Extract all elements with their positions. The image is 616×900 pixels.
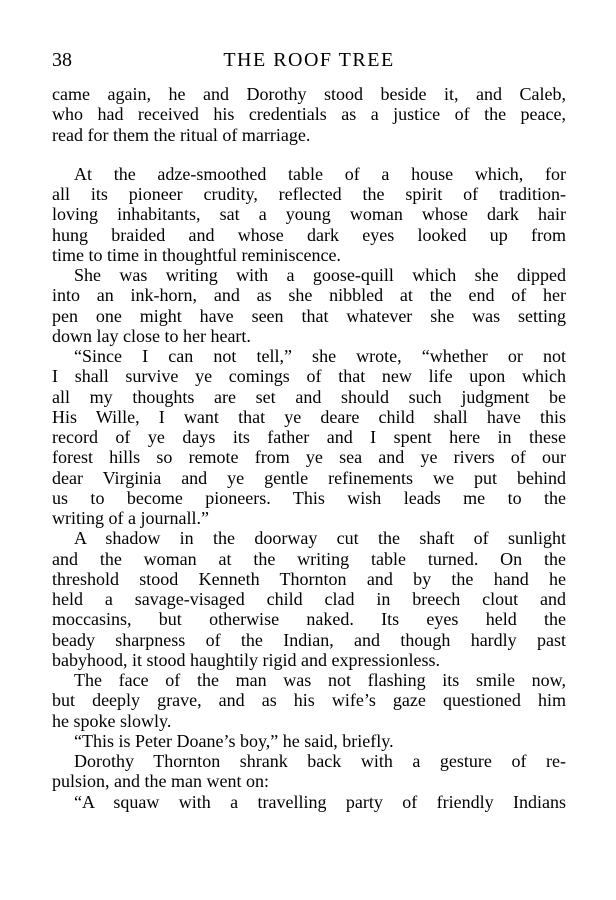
text-line: record of ye days its father and I spent here in these xyxy=(52,427,566,447)
text-line: us to become pioneers. This wish leads me to the xyxy=(52,487,566,508)
paragraph xyxy=(52,751,566,792)
text-line: who had received his credentials as a justice of the peace, xyxy=(52,104,566,125)
text-line: but deeply grave, and as his wife’s gaze questioned him xyxy=(52,690,566,711)
text-line: threshold stood Kenneth Thornton and by the hand he xyxy=(52,568,566,589)
paragraph xyxy=(52,528,566,670)
text-line: read for them the ritual of marriage. xyxy=(52,124,311,145)
text-line: loving inhabitants, sat a young woman whose dark hair xyxy=(52,204,566,225)
text-line: into an ink-horn, and as she nibbled at the end of her xyxy=(52,285,566,306)
text-line: came again, he and Dorothy stood beside it, and Caleb, xyxy=(52,84,566,104)
text-line: She was writing with a goose-quill which she dipped xyxy=(74,265,566,285)
text-line: all my thoughts are set and should such judgment be xyxy=(52,386,566,407)
text-line: babyhood, it stood haughtily rigid and expressionless. xyxy=(52,649,440,670)
paragraph xyxy=(52,346,566,528)
text-line: time to time in thoughtful reminiscence. xyxy=(52,244,341,265)
text-line: His Wille, I want that ye deare child shall have this xyxy=(52,406,566,427)
text-line: “A squaw with a travelling party of friendly Indians xyxy=(74,791,566,812)
paragraph xyxy=(52,164,566,265)
page-header xyxy=(52,48,566,72)
paragraph xyxy=(52,670,566,731)
page-number: 38 xyxy=(52,49,72,71)
text-line: down lay close to her heart. xyxy=(52,325,251,346)
page-body xyxy=(52,84,566,812)
text-line: “This is Peter Doane’s boy,” he said, briefly. xyxy=(74,730,394,751)
paragraph-continuation xyxy=(52,84,566,145)
running-title: THE ROOF TREE xyxy=(223,49,395,71)
text-line: moccasins, but otherwise naked. Its eyes held the xyxy=(52,609,566,630)
text-line: dear Virginia and ye gentle refinements we put behind xyxy=(52,467,566,488)
text-line: pulsion, and the man went on: xyxy=(52,771,269,792)
paragraph xyxy=(52,792,566,812)
text-line: writing of a journall.” xyxy=(52,508,209,528)
text-line: beady sharpness of the Indian, and though hardly past xyxy=(52,629,566,650)
text-line: Dorothy Thornton shrank back with a gesture of re- xyxy=(74,751,566,771)
text-line: hung braided and whose dark eyes looked up from xyxy=(52,224,566,245)
paragraph xyxy=(52,731,566,751)
text-line: “Since I can not tell,” she wrote, “whether or not xyxy=(74,346,566,366)
section-break xyxy=(52,145,566,164)
text-line: The face of the man was not flashing its smile now, xyxy=(74,670,566,690)
text-line: A shadow in the doorway cut the shaft of sunlight xyxy=(74,528,566,549)
text-line: he spoke slowly. xyxy=(52,710,172,731)
text-line: pen one might have seen that whatever she was setting xyxy=(52,305,566,326)
paragraph xyxy=(52,265,566,346)
text-line: forest hills so remote from ye sea and ye rivers of our xyxy=(52,447,566,468)
text-line: all its pioneer crudity, reflected the spirit of tradition- xyxy=(52,184,566,204)
text-line: held a savage-visaged child clad in breech clout and xyxy=(52,589,566,609)
text-line: and the woman at the writing table turned. On the xyxy=(52,548,566,569)
text-line: I shall survive ye comings of that new life upon which xyxy=(52,366,566,387)
text-line: At the adze-smoothed table of a house which, for xyxy=(74,163,566,184)
